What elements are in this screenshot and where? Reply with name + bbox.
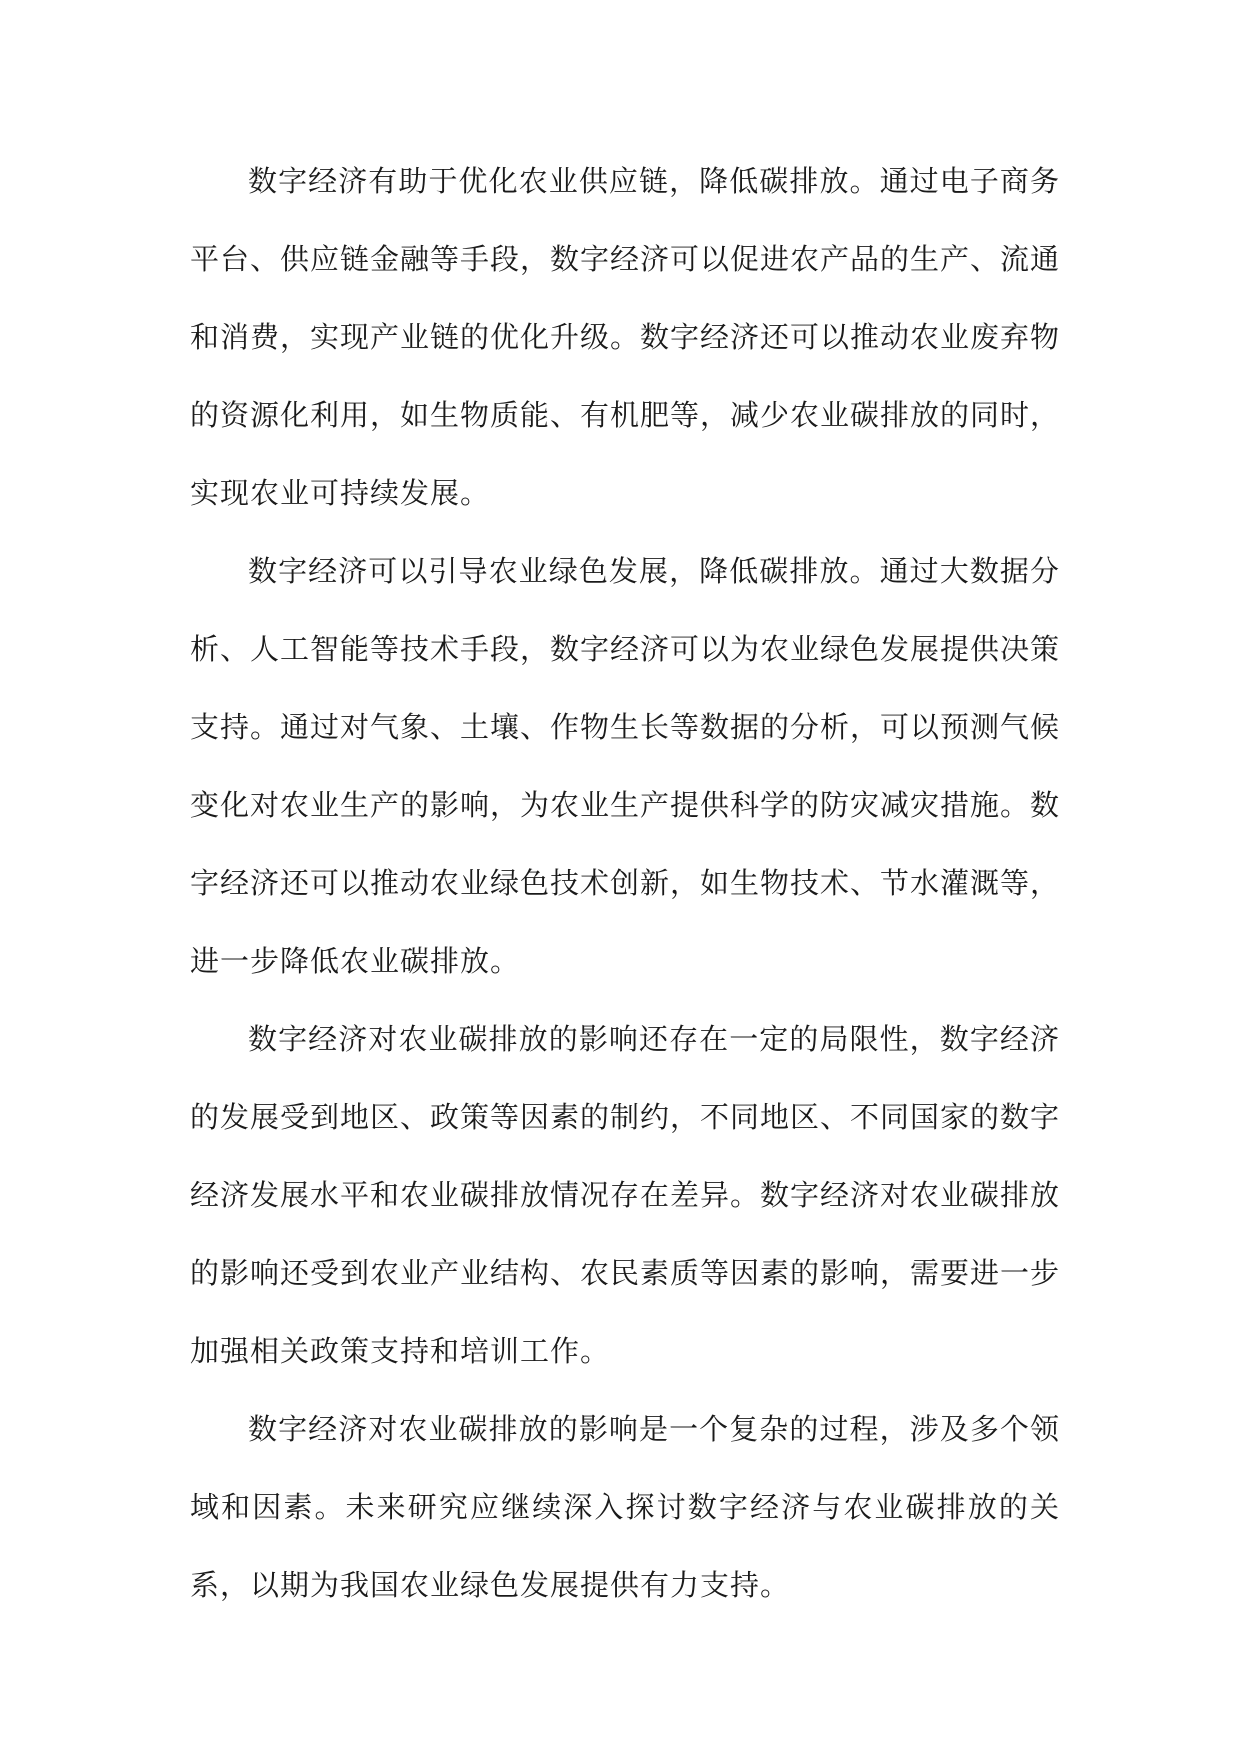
paragraph-2: 数字经济可以引导农业绿色发展，降低碳排放。通过大数据分析、人工智能等技术手段，数字经济可以为农业绿色发展提供决策支持。通过对气象、土壤、作物生长等数据的分析，可以预测气候变化对农业生产的影响，为农业生产提供科学的防灾减灾措施。数字经济还可以推动农业绿色技术创新，如生物技术、节水灌溉等，进一步降低农业碳排放。 <box>190 554 1061 978</box>
document-body <box>190 142 1060 1624</box>
paragraph-4: 数字经济对农业碳排放的影响是一个复杂的过程，涉及多个领域和因素。未来研究应继续深入探讨数字经济与农业碳排放的关系，以期为我国农业绿色发展提供有力支持。 <box>190 1412 1060 1602</box>
paragraph-1: 数字经济有助于优化农业供应链，降低碳排放。通过电子商务平台、供应链金融等手段，数字经济可以促进农产品的生产、流通和消费，实现产业链的优化升级。数字经济还可以推动农业废弃物的资源化利用，如生物质能、有机肥等，减少农业碳排放的同时，实现农业可持续发展。 <box>190 164 1061 510</box>
paragraph-3: 数字经济对农业碳排放的影响还存在一定的局限性，数字经济的发展受到地区、政策等因素的制约，不同地区、不同国家的数字经济发展水平和农业碳排放情况存在差异。数字经济对农业碳排放的影响还受到农业产业结构、农民素质等因素的影响，需要进一步加强相关政策支持和培训工作。 <box>190 1022 1061 1368</box>
